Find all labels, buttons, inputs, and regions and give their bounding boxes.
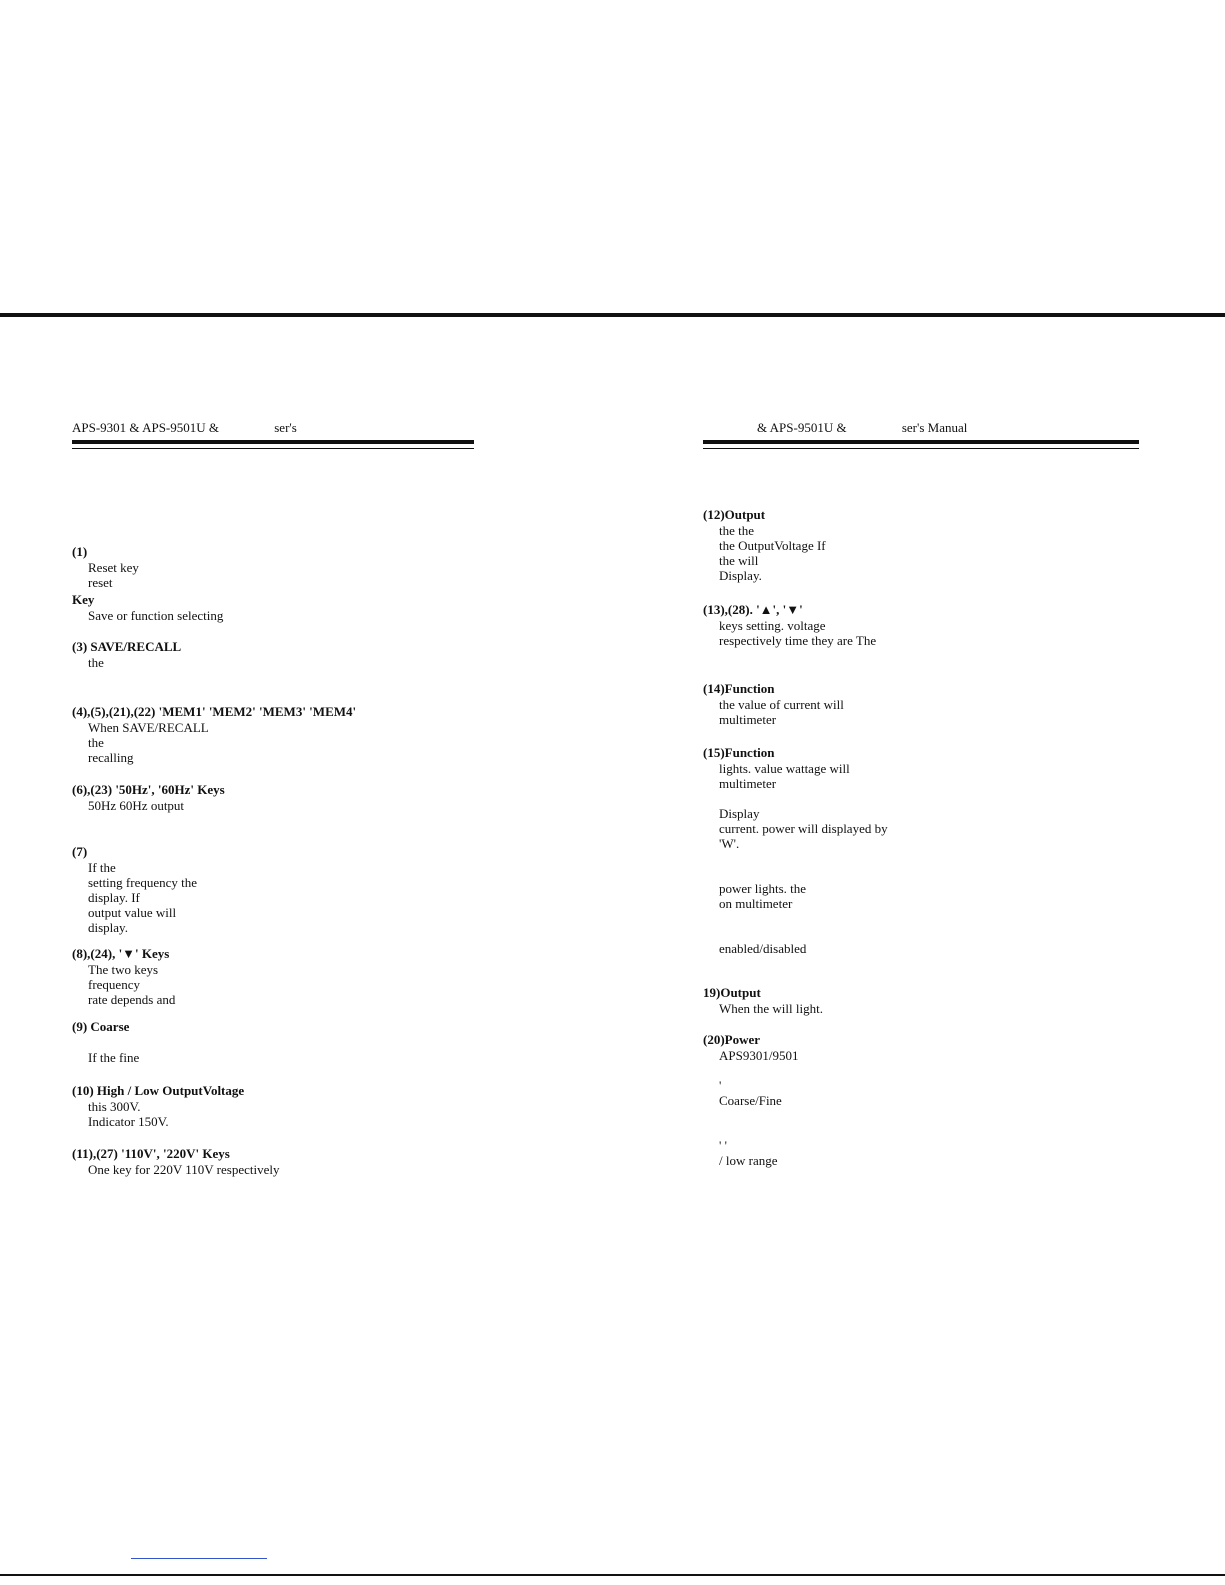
- item-text-line: [703, 1123, 1139, 1138]
- manual-item: [703, 681, 1139, 727]
- manual-item: [703, 602, 1139, 648]
- item-text-line: the: [88, 735, 104, 750]
- manual-item: [703, 507, 1139, 583]
- item-text-line: If the: [88, 860, 116, 875]
- right-header-title: & APS-9501U &: [757, 420, 847, 435]
- item-title: (10) High / Low OutputVoltage: [72, 1083, 245, 1098]
- manual-item: [72, 639, 474, 670]
- manual-item: [72, 1019, 474, 1065]
- item-title: (13),(28). '▲', '▼': [703, 602, 803, 617]
- item-text-line: reset: [88, 575, 113, 590]
- item-text-line: Indicator 150V.: [88, 1114, 169, 1129]
- item-text-line: / low range: [719, 1153, 778, 1168]
- item-title: (4),(5),(21),(22) 'MEM1' 'MEM2' 'MEM3' 'MEM4': [72, 704, 357, 719]
- left-page-header: [72, 420, 474, 438]
- item-title: (11),(27) '110V', '220V' Keys: [72, 1146, 230, 1161]
- item-text-line: current. power will displayed by: [719, 821, 888, 836]
- item-text-line: [72, 1035, 474, 1050]
- item-text-line: When the will light.: [719, 1001, 823, 1016]
- item-text-line: the OutputVoltage If: [719, 538, 826, 553]
- item-text-line: Display.: [719, 568, 762, 583]
- item-text-line: display.: [88, 920, 128, 935]
- item-text-line: display. If: [88, 890, 140, 905]
- right-page-header: [703, 420, 1139, 438]
- item-title: (15)Function: [703, 745, 775, 760]
- right-header-suffix: ser's Manual: [901, 420, 968, 435]
- manual-item: [703, 745, 1139, 956]
- item-text-line: ' ': [719, 1138, 727, 1153]
- right-header-rule: [703, 440, 1139, 444]
- item-text-line: frequency: [88, 977, 140, 992]
- item-title: (1): [72, 544, 88, 559]
- manual-item: [72, 946, 474, 1007]
- item-title: (14)Function: [703, 681, 775, 696]
- left-header-suffix: ser's: [274, 420, 297, 435]
- left-header-rule: [72, 440, 474, 444]
- item-text-line: keys setting. voltage: [719, 618, 826, 633]
- item-text-line: power lights. the: [719, 881, 807, 896]
- manual-item: [72, 782, 474, 813]
- manual-item: [72, 704, 474, 765]
- item-text-line: [703, 1108, 1139, 1123]
- item-text-line: [703, 1063, 1139, 1078]
- item-text-line: the the: [719, 523, 755, 538]
- item-text-line: multimeter: [719, 712, 777, 727]
- item-text-line: Reset key: [88, 560, 139, 575]
- item-text-line: [703, 851, 1139, 866]
- item-text-line: Display: [719, 806, 760, 821]
- item-text-line: Save or function selecting: [88, 608, 224, 623]
- item-text-line: 'W'.: [719, 836, 740, 851]
- item-text-line: setting frequency the: [88, 875, 198, 890]
- item-text-line: APS9301/9501: [719, 1048, 799, 1063]
- item-text-line: The two keys: [88, 962, 159, 977]
- right-page: [703, 420, 1139, 1168]
- bottom-rule: [0, 1574, 1225, 1576]
- item-text-line: multimeter: [719, 776, 777, 791]
- item-title: 19)Output: [703, 985, 761, 1000]
- item-text-line: When SAVE/RECALL: [88, 720, 209, 735]
- left-header-underline: [72, 448, 474, 449]
- top-rule: [0, 313, 1225, 317]
- item-text-line: [703, 791, 1139, 806]
- left-page: [72, 420, 474, 1177]
- item-text-line: the: [88, 655, 104, 670]
- item-text-line: [703, 866, 1139, 881]
- item-text-line: the will: [719, 553, 759, 568]
- item-text-line: ': [719, 1078, 722, 1093]
- item-title: (9) Coarse: [72, 1019, 130, 1034]
- item-text-line: One key for 220V 110V respectively: [88, 1162, 280, 1177]
- item-text-line: lights. value wattage will: [719, 761, 850, 776]
- item-title: (6),(23) '50Hz', '60Hz' Keys: [72, 782, 225, 797]
- item-title: (3) SAVE/RECALL: [72, 639, 182, 654]
- item-text-line: respectively time they are The: [719, 633, 877, 648]
- item-text-line: on multimeter: [719, 896, 793, 911]
- item-text-line: 50Hz 60Hz output: [88, 798, 185, 813]
- item-text-line: the value of current will: [719, 697, 844, 712]
- item-text-line: this 300V.: [88, 1099, 141, 1114]
- manual-item: [72, 844, 474, 935]
- manual-item: [72, 1083, 474, 1129]
- manual-item: [72, 544, 474, 590]
- item-text-line: output value will: [88, 905, 177, 920]
- manual-item: [703, 1032, 1139, 1168]
- manual-item: [703, 985, 1139, 1016]
- item-text-line: recalling: [88, 750, 134, 765]
- item-text-line: rate depends and: [88, 992, 176, 1007]
- item-title: (20)Power: [703, 1032, 761, 1047]
- item-text-line: [703, 911, 1139, 926]
- link-underline: [131, 1558, 267, 1559]
- left-header-title: APS-9301 & APS-9501U &: [72, 420, 219, 435]
- item-title: (8),(24), '▼' Keys: [72, 946, 170, 961]
- item-title: (12)Output: [703, 507, 766, 522]
- item-text-line: [703, 926, 1139, 941]
- item-title: (7): [72, 844, 88, 859]
- item-title: Key: [72, 592, 95, 607]
- item-text-line: If the fine: [88, 1050, 140, 1065]
- item-text-line: Coarse/Fine: [719, 1093, 782, 1108]
- manual-item: [72, 592, 474, 623]
- right-header-underline: [703, 448, 1139, 449]
- item-text-line: enabled/disabled: [719, 941, 807, 956]
- manual-item: [72, 1146, 474, 1177]
